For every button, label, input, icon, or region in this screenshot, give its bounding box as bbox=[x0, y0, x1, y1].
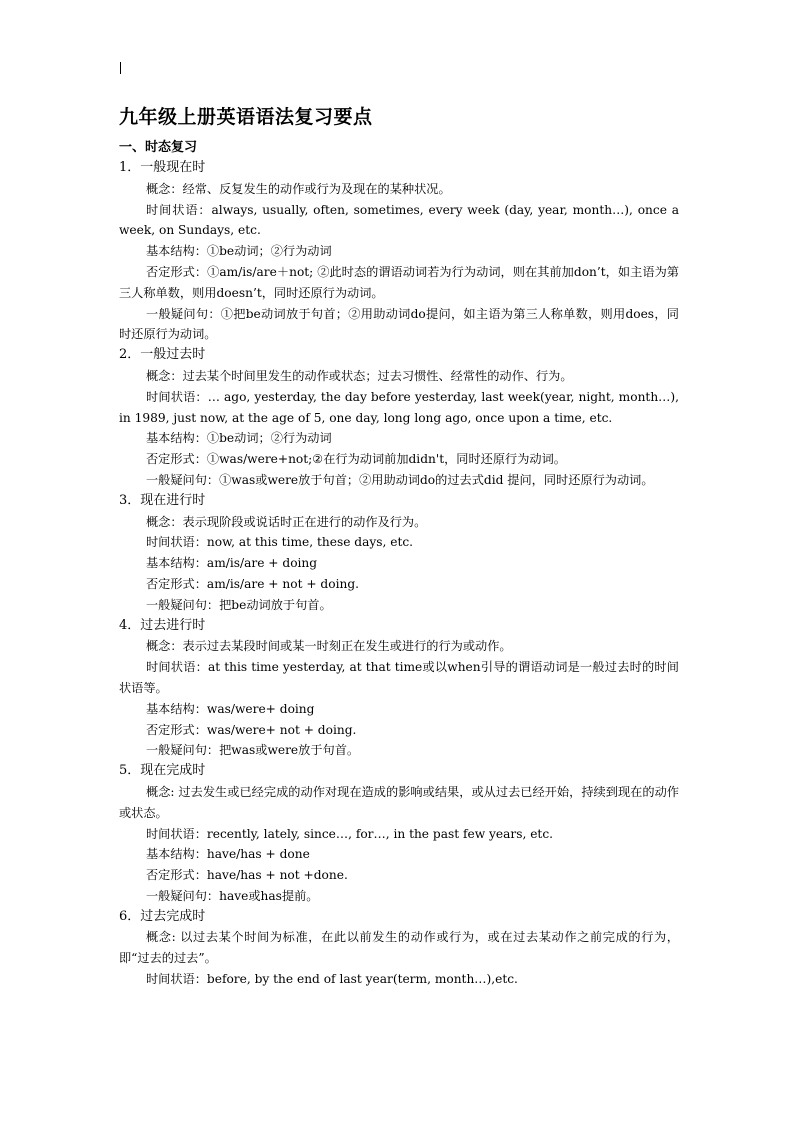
paragraph: 否定形式：①am/is/are＋not; ②此时态的谓语动词若为行为动词，则在其前加don’t，如主语为第三人称单数，则用doesn’t，同时还原行为动词。 bbox=[119, 264, 679, 300]
tense-heading: 3．现在进行时 bbox=[119, 492, 206, 508]
paragraph: 否定形式：was/were+ not + doing. bbox=[146, 722, 357, 737]
paragraph: 否定形式：am/is/are + not + doing. bbox=[146, 576, 359, 591]
paragraph: 时间状语：… ago, yesterday, the day before yesterday, last week(year, night, month…), in 1989, just now, at the age of 5, one day, long long ago, once upon a time, etc. bbox=[119, 389, 679, 425]
tense-heading: 4．过去进行时 bbox=[119, 617, 206, 633]
paragraph: 基本结构：am/is/are + doing bbox=[146, 556, 318, 571]
section-heading: 一、时态复习 bbox=[119, 140, 198, 155]
tense-block bbox=[119, 616, 679, 762]
document-title: 九年级上册英语语法复习要点 bbox=[119, 106, 373, 128]
paragraph: 时间状语：before, by the end of last year(term, month…),etc. bbox=[146, 972, 518, 987]
tense-block bbox=[119, 345, 679, 491]
paragraph: 一般疑问句：把was或were放于句首。 bbox=[146, 743, 360, 758]
tense-heading: 1．一般现在时 bbox=[119, 160, 206, 175]
paragraph: 基本结构：have/has + done bbox=[146, 847, 310, 862]
paragraph: 基本结构：①be动词；②行为动词 bbox=[146, 431, 332, 446]
paragraph: 一般疑问句：把be动词放于句首。 bbox=[146, 597, 332, 612]
paragraph: 概念：过去某个时间里发生的动作或状态；过去习惯性、经常性的动作、行为。 bbox=[146, 368, 573, 383]
paragraph: 时间状语：at this time yesterday, at that time或以when引导的谓语动词是一般过去时的时间状语等。 bbox=[119, 660, 679, 695]
paragraph: 概念: 过去发生或已经完成的动作对现在造成的影响或结果，或从过去已经开始，持续到现在的动作或状态。 bbox=[119, 784, 679, 820]
paragraph: 否定形式：①was/were+not;②在行为动词前加didn't，同时还原行为动词。 bbox=[146, 452, 566, 467]
paragraph: 基本结构：①be动词；②行为动词 bbox=[146, 244, 332, 259]
paragraph: 时间状语：always, usually, often, sometimes, every week (day, year, month…), once a week, on Sundays, etc. bbox=[119, 202, 679, 238]
paragraph: 概念：表示过去某段时间或某一时刻正在发生或进行的行为或动作。 bbox=[146, 639, 512, 654]
paragraph: 基本结构：was/were+ doing bbox=[146, 701, 315, 716]
paragraph: 一般疑问句：have或has提前。 bbox=[146, 888, 319, 903]
tense-block bbox=[119, 761, 679, 907]
tense-heading: 2．一般过去时 bbox=[119, 347, 206, 363]
tense-block bbox=[119, 158, 679, 345]
tense-heading: 6．过去完成时 bbox=[119, 908, 206, 924]
paragraph: 一般疑问句：①把be动词放于句首；②用助动词do提问，如主语为第三人称单数，则用does，同时还原行为动词。 bbox=[119, 306, 679, 342]
paragraph: 时间状语：recently, lately, since…, for…, in the past few years, etc. bbox=[146, 826, 554, 841]
tense-block bbox=[119, 907, 679, 990]
paragraph: 概念：表示现阶段或说话时正在进行的动作及行为。 bbox=[146, 514, 427, 529]
paragraph: 概念：经常、反复发生的动作或行为及现在的某种状况。 bbox=[146, 181, 451, 196]
paragraph: 时间状语：now, at this time, these days, etc. bbox=[146, 535, 414, 550]
text-cursor bbox=[120, 62, 121, 74]
paragraph: 一般疑问句：①was或were放于句首；②用助动词do的过去式did 提问，同时还原行为动词。 bbox=[146, 472, 654, 487]
tense-block bbox=[119, 491, 679, 616]
paragraph: 否定形式：have/has + not +done. bbox=[146, 868, 348, 883]
tense-heading: 5．现在完成时 bbox=[119, 763, 206, 779]
paragraph: 概念: 以过去某个时间为标准，在此以前发生的动作或行为，或在过去某动作之前完成的行为，即“过去的过去”。 bbox=[119, 930, 679, 966]
document-page bbox=[119, 100, 679, 990]
